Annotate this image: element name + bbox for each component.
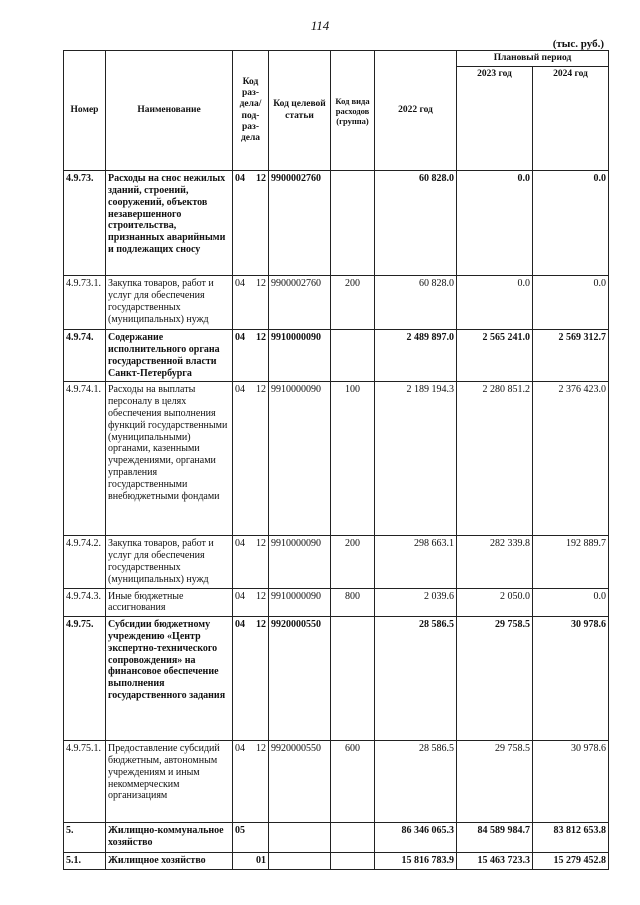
cell-2022: 2 189 194.3 [375,382,457,536]
cell-expense-type: 800 [331,588,375,617]
header-year-2024: 2024 год [533,67,609,171]
cell-number: 5.1. [64,853,106,870]
header-target-code: Код целевой статьи [269,51,331,171]
section-code: 04 [235,384,245,396]
cell-2023: 2 565 241.0 [457,330,533,382]
cell-section-code [233,588,269,617]
header-year-2023: 2023 год [457,67,533,171]
cell-2023: 2 050.0 [457,588,533,617]
cell-number: 4.9.73. [64,171,106,276]
cell-expense-type [331,171,375,276]
table-row [64,588,609,617]
page-number: 114 [310,18,330,33]
subsection-code: 12 [256,538,266,550]
cell-section-code [233,171,269,276]
cell-2022: 60 828.0 [375,171,457,276]
header-expense-type-code: Код вида расходов (группа) [331,51,375,171]
cell-2022: 298 663.1 [375,536,457,588]
cell-expense-type [331,823,375,853]
cell-number: 4.9.74.3. [64,588,106,617]
cell-name: Предоставление субсидий бюджетным, автономным учреждениям и иным некоммерческим организациям [106,741,233,823]
cell-number: 4.9.74.2. [64,536,106,588]
cell-section-code [233,330,269,382]
table-row [64,171,609,276]
header-planning-period: Плановый период [457,51,609,67]
cell-2022: 15 816 783.9 [375,853,457,870]
table-row [64,853,609,870]
cell-2022: 86 346 065.3 [375,823,457,853]
cell-number: 4.9.74. [64,330,106,382]
cell-name: Жилищное хозяйство [106,853,233,870]
subsection-code: 12 [256,332,266,344]
cell-target-code: 9910000090 [269,382,331,536]
cell-section-code [233,741,269,823]
cell-name: Жилищно-коммунальное хозяйство [106,823,233,853]
cell-target-code: 9910000090 [269,330,331,382]
cell-section-code [233,853,269,870]
cell-2022: 28 586.5 [375,741,457,823]
cell-section-code [233,276,269,330]
cell-target-code: 9900002760 [269,276,331,330]
cell-name: Закупка товаров, работ и услуг для обеспечения государственных (муниципальных) нужд [106,276,233,330]
cell-name: Иные бюджетные ассигнования [106,588,233,617]
budget-table [63,50,609,870]
section-code: 04 [235,619,245,631]
cell-2023: 0.0 [457,276,533,330]
subsection-code: 12 [256,590,266,602]
cell-number: 4.9.73.1. [64,276,106,330]
cell-section-code [233,823,269,853]
cell-target-code: 9920000550 [269,617,331,741]
subsection-code: 12 [256,384,266,396]
cell-2024: 30 978.6 [533,617,609,741]
cell-target-code [269,853,331,870]
subsection-code: 12 [256,619,266,631]
cell-expense-type [331,617,375,741]
section-code: 04 [235,173,245,185]
cell-2024: 0.0 [533,171,609,276]
cell-2024: 192 889.7 [533,536,609,588]
cell-name: Содержание исполнительного органа государственной власти Санкт-Петербурга [106,330,233,382]
cell-section-code [233,617,269,741]
cell-target-code: 9900002760 [269,171,331,276]
section-code: 05 [235,825,245,837]
cell-2023: 29 758.5 [457,617,533,741]
cell-section-code [233,382,269,536]
subsection-code: 12 [256,278,266,290]
cell-name: Субсидии бюджетному учреждению «Центр экспертно-технического сопровождения» на финансовое обеспечение выполнения государственного задания [106,617,233,741]
cell-2023: 15 463 723.3 [457,853,533,870]
cell-2023: 2 280 851.2 [457,382,533,536]
cell-2022: 28 586.5 [375,617,457,741]
section-code: 04 [235,590,245,602]
cell-2024: 2 376 423.0 [533,382,609,536]
cell-target-code: 9920000550 [269,741,331,823]
cell-expense-type: 600 [331,741,375,823]
cell-2023: 84 589 984.7 [457,823,533,853]
units-label: (тыс. руб.) [552,38,604,50]
cell-2024: 2 569 312.7 [533,330,609,382]
table-row [64,823,609,853]
section-code: 04 [235,278,245,290]
cell-2022: 2 039.6 [375,588,457,617]
cell-expense-type: 100 [331,382,375,536]
section-code: 04 [235,332,245,344]
section-code: 04 [235,538,245,550]
cell-number: 4.9.75. [64,617,106,741]
header-section-code: Код раз- дела/ под- раз- дела [233,51,269,171]
subsection-code: 01 [256,855,266,867]
cell-expense-type: 200 [331,276,375,330]
cell-target-code: 9910000090 [269,588,331,617]
cell-2024: 0.0 [533,276,609,330]
cell-expense-type [331,853,375,870]
subsection-code: 12 [256,173,266,185]
table-row [64,741,609,823]
cell-target-code [269,823,331,853]
cell-2023: 0.0 [457,171,533,276]
cell-2022: 60 828.0 [375,276,457,330]
table-row [64,382,609,536]
cell-name: Расходы на выплаты персоналу в целях обеспечения выполнения функций государственными (муниципальными) органами, казенными учреждениями, органами управления государственными внебюджетными фондами [106,382,233,536]
cell-2023: 29 758.5 [457,741,533,823]
cell-name: Расходы на снос нежилых зданий, строений, сооружений, объектов незавершенного строительства, признанных аварийными и подлежащих сносу [106,171,233,276]
cell-number: 4.9.74.1. [64,382,106,536]
cell-2024: 0.0 [533,588,609,617]
cell-name: Закупка товаров, работ и услуг для обеспечения государственных (муниципальных) нужд [106,536,233,588]
cell-expense-type [331,330,375,382]
cell-number: 5. [64,823,106,853]
table-row [64,330,609,382]
table-row [64,276,609,330]
header-name: Наименование [106,51,233,171]
cell-target-code: 9910000090 [269,536,331,588]
cell-expense-type: 200 [331,536,375,588]
header-year-2022: 2022 год [375,51,457,171]
cell-2023: 282 339.8 [457,536,533,588]
cell-number: 4.9.75.1. [64,741,106,823]
cell-2024: 83 812 653.8 [533,823,609,853]
subsection-code: 12 [256,743,266,755]
header-number: Номер [64,51,106,171]
section-code: 04 [235,743,245,755]
table-row [64,536,609,588]
cell-2024: 15 279 452.8 [533,853,609,870]
cell-2022: 2 489 897.0 [375,330,457,382]
table-row [64,617,609,741]
cell-2024: 30 978.6 [533,741,609,823]
cell-section-code [233,536,269,588]
